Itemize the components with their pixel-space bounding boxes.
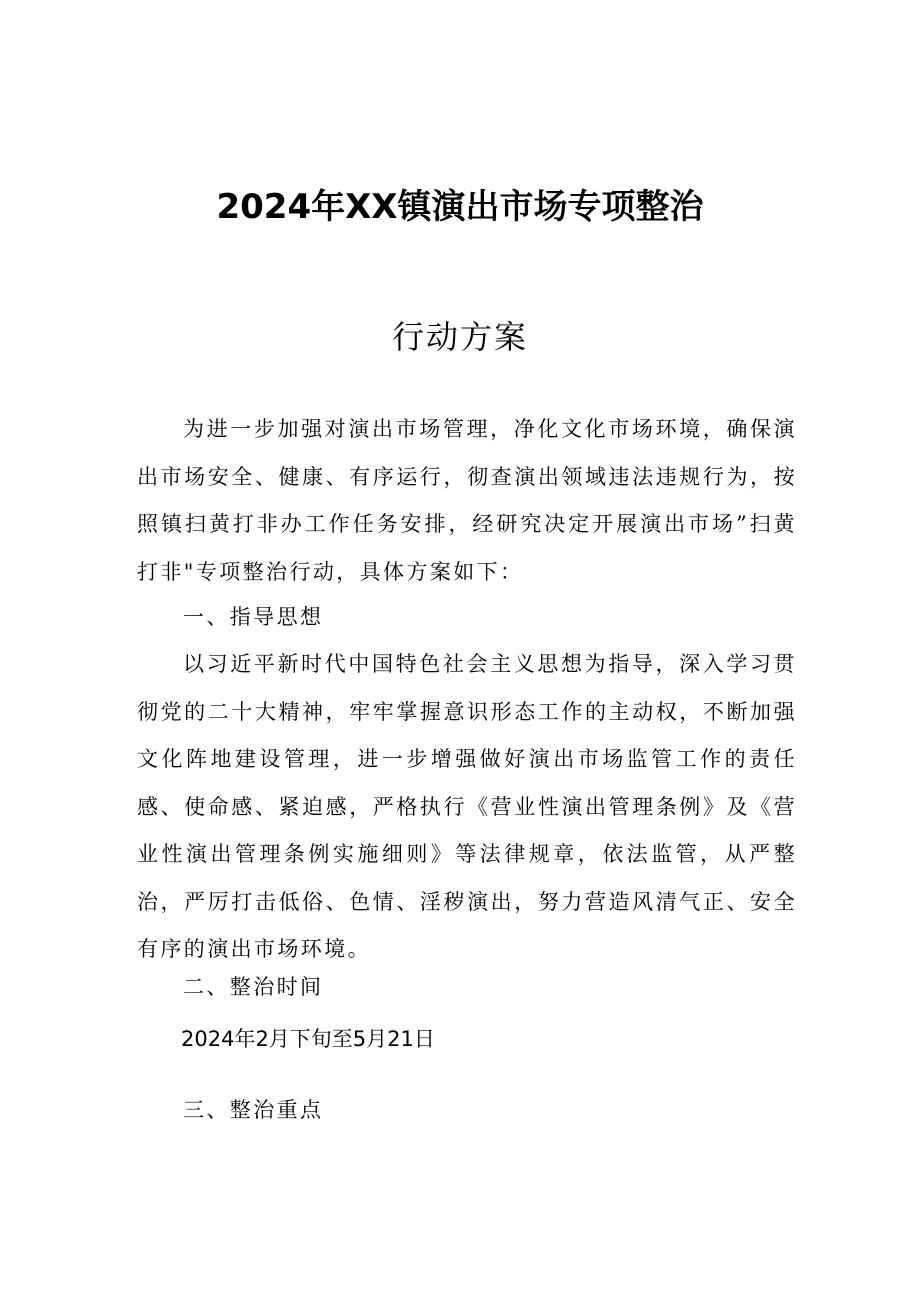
section-heading-rectification-time: 二、整治时间 — [183, 975, 324, 999]
section-content-guiding-ideology: 以习近平新时代中国特色社会主义思想为指导，深入学习贯彻党的二十大精神，牢牢掌握意识形态工作的主动权，不断加强文化阵地建设管理，进一步增强做好演出市场监管工作的责任感、使命感、紧迫感，严格执行《营业性演出管理条例》及《营业性演出管理条例实施细则》等法律规章，依法监管，从严整治，严厉打击低俗、色情、淫秽演出，努力营造风清气正、安全有序的演出市场环境。 — [137, 652, 797, 961]
section-heading-guiding-ideology: 一、指导思想 — [183, 605, 324, 629]
document-title-line-1: 2024年XX镇演出市场专项整治 — [216, 187, 704, 227]
section-content-rectification-time: 2024年2月下旬至5月21日 — [181, 1027, 435, 1051]
intro-paragraph: 为进一步加强对演出市场管理，净化文化市场环境，确保演出市场安全、健康、有序运行，彻查演出领域违法违规行为，按照镇扫黄打非办工作任务安排，经研究决定开展演出市场”扫黄打非"专项整治行动，具体方案如下： — [137, 417, 797, 584]
document-title-line-2: 行动方案 — [391, 318, 528, 356]
section-heading-rectification-focus: 三、整治重点 — [183, 1098, 324, 1122]
